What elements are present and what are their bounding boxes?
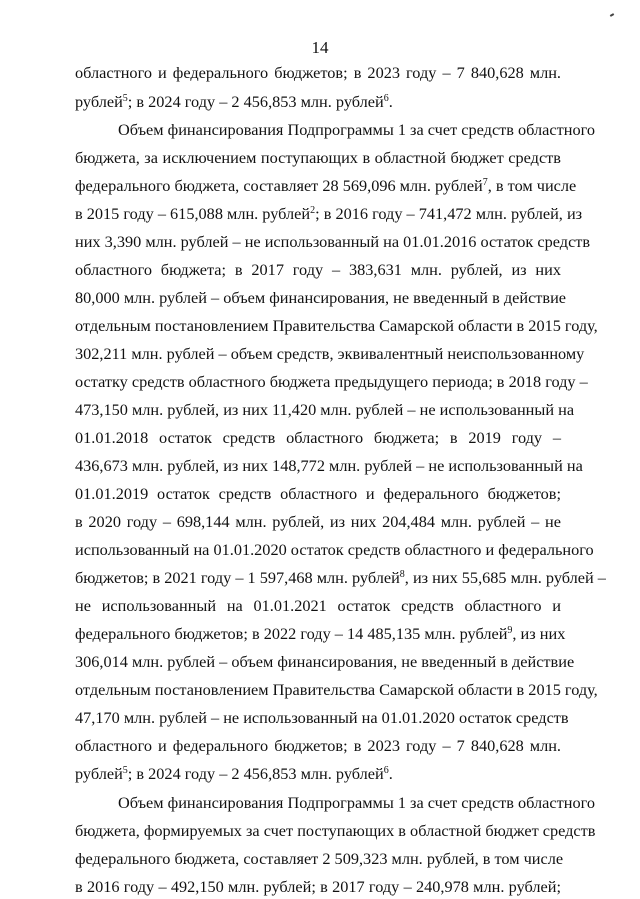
text-line: рублей$^5$; в 2024 году – 2 456,853 млн. рублей$^6$. bbox=[75, 92, 393, 111]
text-line: в 2015 году – 615,088 млн. рублей$^2$; в 2016 году – 741,472 млн. рублей, из bbox=[75, 204, 583, 223]
footnote-ref: 6 bbox=[383, 93, 389, 104]
text-line: 436,673 млн. рублей, из них 148,772 млн. рублей – не использованный на bbox=[75, 456, 583, 475]
page-number: 14 bbox=[311, 38, 329, 57]
text-line: бюджета, за исключением поступающих в областной бюджет средств bbox=[75, 148, 561, 167]
footnote-ref: 6 bbox=[383, 765, 389, 776]
text-line: областного и федерального бюджетов; в 2023 году – 7 840,628 млн. bbox=[75, 63, 561, 82]
footnote-ref: 5 bbox=[122, 765, 128, 776]
text-line: отдельным постановлением Правительства Самарской области в 2015 году, bbox=[75, 680, 598, 699]
footnote-ref: 7 bbox=[482, 177, 488, 188]
footnote-ref: 2 bbox=[310, 205, 316, 216]
scan-mark bbox=[610, 13, 614, 17]
text-line: Объем финансирования Подпрограммы 1 за счет средств областного bbox=[118, 793, 596, 812]
text-line: областного и федерального бюджетов; в 2023 году – 7 840,628 млн. bbox=[75, 736, 561, 755]
text-line: 01.01.2019 остаток средств областного и федерального бюджетов; bbox=[75, 484, 561, 503]
text-line: бюджета, формируемых за счет поступающих в областной бюджет средств bbox=[75, 821, 596, 840]
text-line: областного бюджета; в 2017 году – 383,631 млн. рублей, из них bbox=[75, 260, 561, 279]
text-line: не использованный на 01.01.2021 остаток средств областного и bbox=[75, 596, 561, 615]
text-line: использованный на 01.01.2020 остаток средств областного и федерального bbox=[75, 540, 594, 559]
footnote-ref: 5 bbox=[122, 93, 128, 104]
text-line: в 2016 году – 492,150 млн. рублей; в 2017 году – 240,978 млн. рублей; bbox=[75, 877, 561, 896]
text-line: федерального бюджета, составляет 28 569,096 млн. рублей$^7$, в том числе bbox=[75, 176, 577, 195]
text-line: рублей$^5$; в 2024 году – 2 456,853 млн. рублей$^6$. bbox=[75, 764, 393, 783]
text-line: 80,000 млн. рублей – объем финансирования, не введенный в действие bbox=[75, 288, 567, 307]
text-line: остатку средств областного бюджета предыдущего периода; в 2018 году – bbox=[75, 372, 588, 391]
text-line: 47,170 млн. рублей – не использованный на 01.01.2020 остаток средств bbox=[75, 708, 569, 727]
text-line: бюджетов; в 2021 году – 1 597,468 млн. рублей$^8$, из них 55,685 млн. рублей – bbox=[75, 568, 606, 587]
text-line: федерального бюджетов; в 2022 году – 14 485,135 млн. рублей$^9$, из них bbox=[75, 624, 566, 643]
text-line: отдельным постановлением Правительства Самарской области в 2015 году, bbox=[75, 316, 598, 335]
text-line: федерального бюджета, составляет 2 509,323 млн. рублей, в том числе bbox=[75, 849, 564, 868]
text-line: 01.01.2018 остаток средств областного бюджета; в 2019 году – bbox=[75, 428, 561, 447]
text-line: 306,014 млн. рублей – объем финансирования, не введенный в действие bbox=[75, 652, 575, 671]
footnote-ref: 8 bbox=[399, 569, 405, 580]
text-line: 302,211 млн. рублей – объем средств, эквивалентный неиспользованному bbox=[75, 344, 585, 363]
footnote-ref: 9 bbox=[507, 625, 513, 636]
text-line: в 2020 году – 698,144 млн. рублей, из них 204,484 млн. рублей – не bbox=[75, 512, 561, 531]
text-line: Объем финансирования Подпрограммы 1 за счет средств областного bbox=[118, 120, 596, 139]
text-line: них 3,390 млн. рублей – не использованный на 01.01.2016 остаток средств bbox=[75, 232, 591, 251]
text-line: 473,150 млн. рублей, из них 11,420 млн. рублей – не использованный на bbox=[75, 400, 575, 419]
